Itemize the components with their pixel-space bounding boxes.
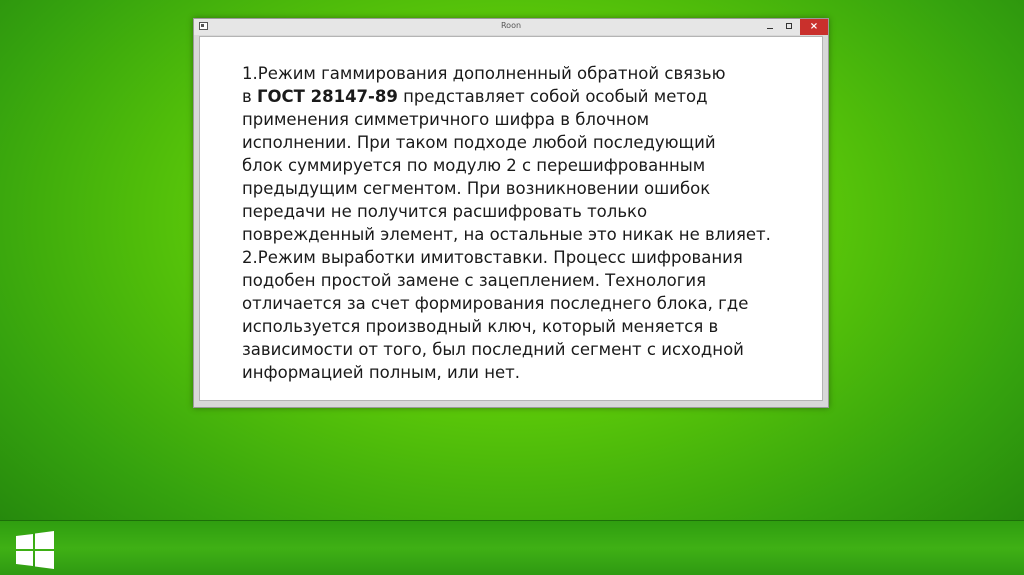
document-text bbox=[242, 62, 802, 384]
windows-logo-icon[interactable] bbox=[14, 531, 56, 569]
text-line: информацией полным, или нет. bbox=[242, 363, 521, 382]
text-line: поврежденный элемент, на остальные это никак не влияет. bbox=[242, 225, 771, 244]
text-line: используется производный ключ, который меняется в bbox=[242, 317, 719, 336]
maximize-button[interactable] bbox=[780, 19, 800, 35]
text-line: исполнении. При таком подходе любой последующий bbox=[242, 133, 716, 152]
text-line bbox=[242, 85, 802, 108]
text-line: 2.Режим выработки имитовставки. Процесс шифрования bbox=[242, 248, 743, 267]
text-line: отличается за счет формирования последнего блока, где bbox=[242, 294, 749, 313]
text-line: зависимости от того, был последний сегмент с исходной bbox=[242, 340, 744, 359]
text-line: передачи не получится расшифровать только bbox=[242, 202, 648, 221]
text-line: предыдущим сегментом. При возникновении ошибок bbox=[242, 179, 711, 198]
text-line: применения симметричного шифра в блочном bbox=[242, 110, 650, 129]
close-button[interactable]: × bbox=[800, 19, 828, 35]
text-line: блок суммируется по модулю 2 с перешифрованным bbox=[242, 156, 706, 175]
gost-reference: ГОСТ 28147-89 bbox=[256, 87, 398, 106]
text-line: подобен простой замене с зацеплением. Технология bbox=[242, 271, 707, 290]
text-line: 1.Режим гаммирования дополненный обратной связью bbox=[242, 64, 726, 83]
title-bar[interactable] bbox=[194, 19, 828, 35]
text-fragment: представляет собой особый метод bbox=[397, 87, 708, 106]
content-area bbox=[199, 36, 823, 401]
taskbar bbox=[0, 520, 1024, 575]
window-title: Roon bbox=[500, 21, 522, 30]
app-window bbox=[193, 18, 829, 408]
minimize-button[interactable] bbox=[760, 19, 780, 35]
text-fragment: в bbox=[242, 87, 257, 106]
